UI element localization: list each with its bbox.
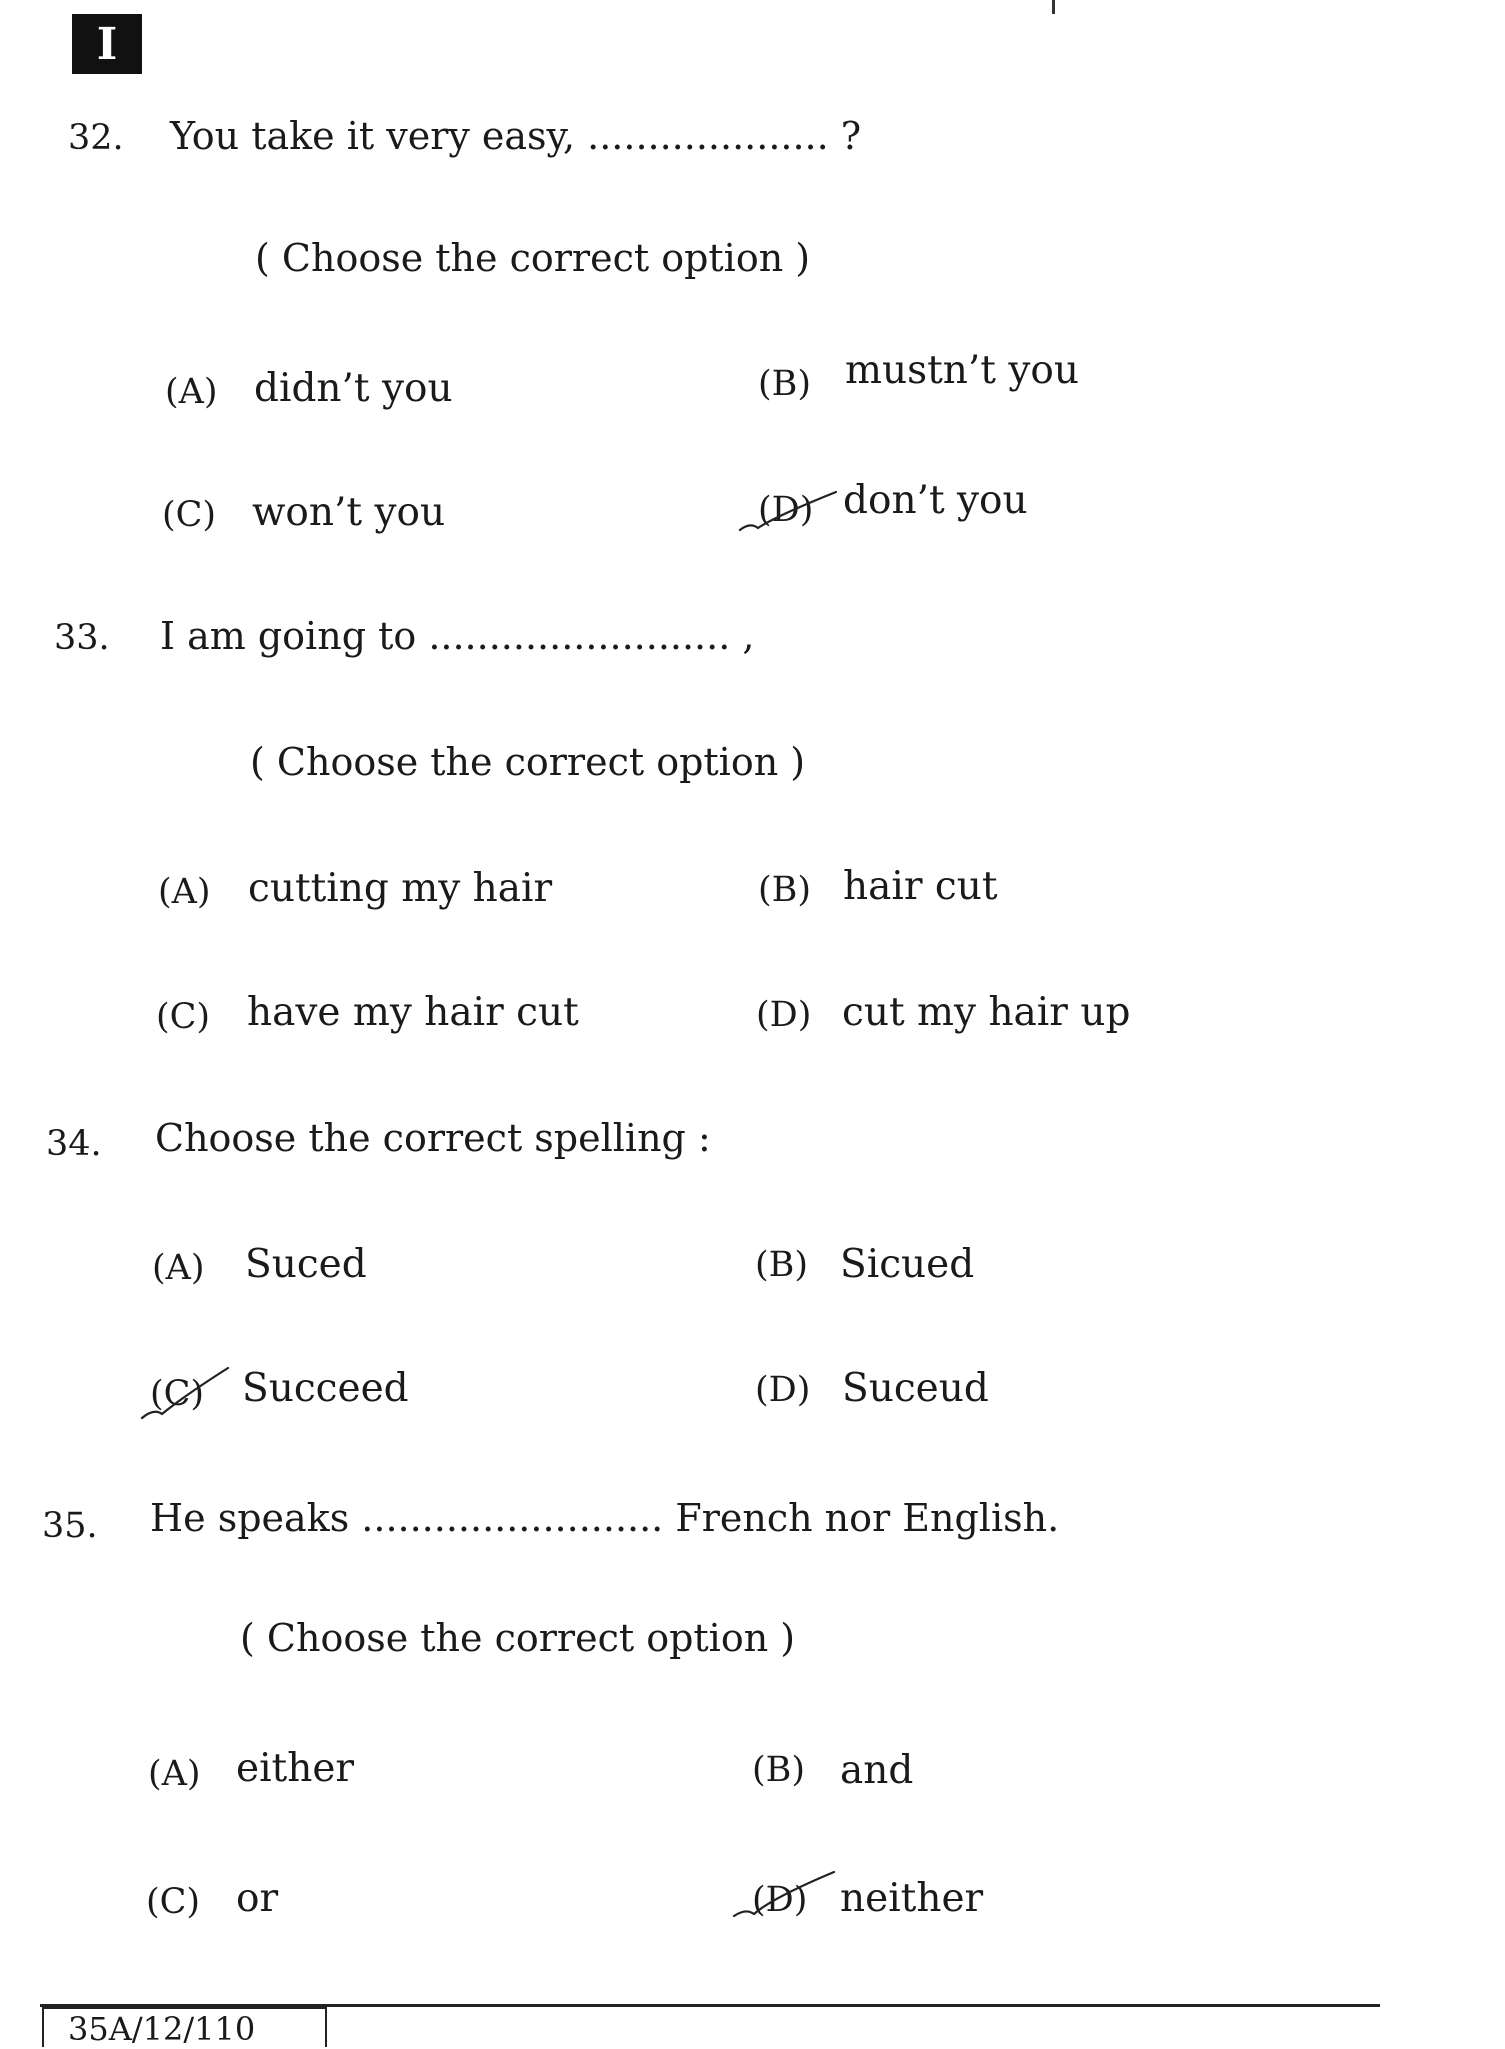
q33-option-d-text: cut my hair up <box>842 990 1131 1035</box>
question-34-number: 34. <box>46 1124 102 1164</box>
question-32-instruction: ( Choose the correct option ) <box>255 236 811 280</box>
question-35-number: 35. <box>42 1506 98 1546</box>
set-label-badge: I <box>72 14 142 74</box>
question-32-text: You take it very easy, .................... ? <box>170 114 862 158</box>
question-33-number: 33. <box>54 618 110 658</box>
q34-option-d-text: Suceud <box>842 1366 989 1411</box>
q32-option-d-text: don’t you <box>843 478 1028 523</box>
q35-option-b-label: (B) <box>752 1750 806 1790</box>
q32-option-d-label: (D) <box>758 490 814 530</box>
question-35-instruction: ( Choose the correct option ) <box>240 1616 796 1660</box>
q34-option-a-label: (A) <box>152 1248 205 1288</box>
q33-option-b-text: hair cut <box>843 864 998 909</box>
q34-option-a-text: Suced <box>245 1242 367 1287</box>
question-32-number: 32. <box>68 118 124 158</box>
q35-option-a-label: (A) <box>148 1754 201 1794</box>
q33-option-b-label: (B) <box>758 870 812 910</box>
q33-option-c-text: have my hair cut <box>247 990 579 1035</box>
q34-option-c-label: (C) <box>150 1374 205 1414</box>
q33-option-a-text: cutting my hair <box>248 866 553 911</box>
question-35-text: He speaks ......................... French nor English. <box>150 1496 1060 1540</box>
q34-answer-tick-mark <box>138 1362 238 1424</box>
q32-option-b-text: mustn’t you <box>845 348 1079 393</box>
q34-option-d-label: (D) <box>755 1370 811 1410</box>
q32-answer-tick-mark <box>736 486 846 536</box>
q35-option-b-text: and <box>840 1748 914 1793</box>
q32-option-b-label: (B) <box>758 364 812 404</box>
q35-option-a-text: either <box>236 1746 355 1791</box>
page-corner-mark <box>1052 0 1055 14</box>
question-33-instruction: ( Choose the correct option ) <box>250 740 806 784</box>
q35-option-c-text: or <box>236 1876 279 1921</box>
q34-option-b-label: (B) <box>755 1245 809 1285</box>
q35-answer-tick-mark <box>730 1866 840 1922</box>
q33-option-c-label: (C) <box>156 997 211 1037</box>
question-33-text: I am going to ......................... , <box>160 614 755 658</box>
q32-option-a-text: didn’t you <box>254 366 453 411</box>
q34-option-c-text: Succeed <box>242 1366 409 1411</box>
q33-option-a-label: (A) <box>158 872 211 912</box>
q32-option-c-label: (C) <box>162 495 217 535</box>
footer-code-box: 35A/12/110 <box>42 2007 327 2047</box>
q33-option-d-label: (D) <box>756 995 812 1035</box>
q32-option-a-label: (A) <box>165 372 218 412</box>
q35-option-c-label: (C) <box>146 1882 201 1922</box>
q35-option-d-label: (D) <box>752 1880 808 1920</box>
q32-option-c-text: won’t you <box>252 490 446 535</box>
q35-option-d-text: neither <box>840 1876 984 1921</box>
q34-option-b-text: Sicued <box>840 1242 975 1287</box>
question-34-text: Choose the correct spelling : <box>155 1116 711 1160</box>
